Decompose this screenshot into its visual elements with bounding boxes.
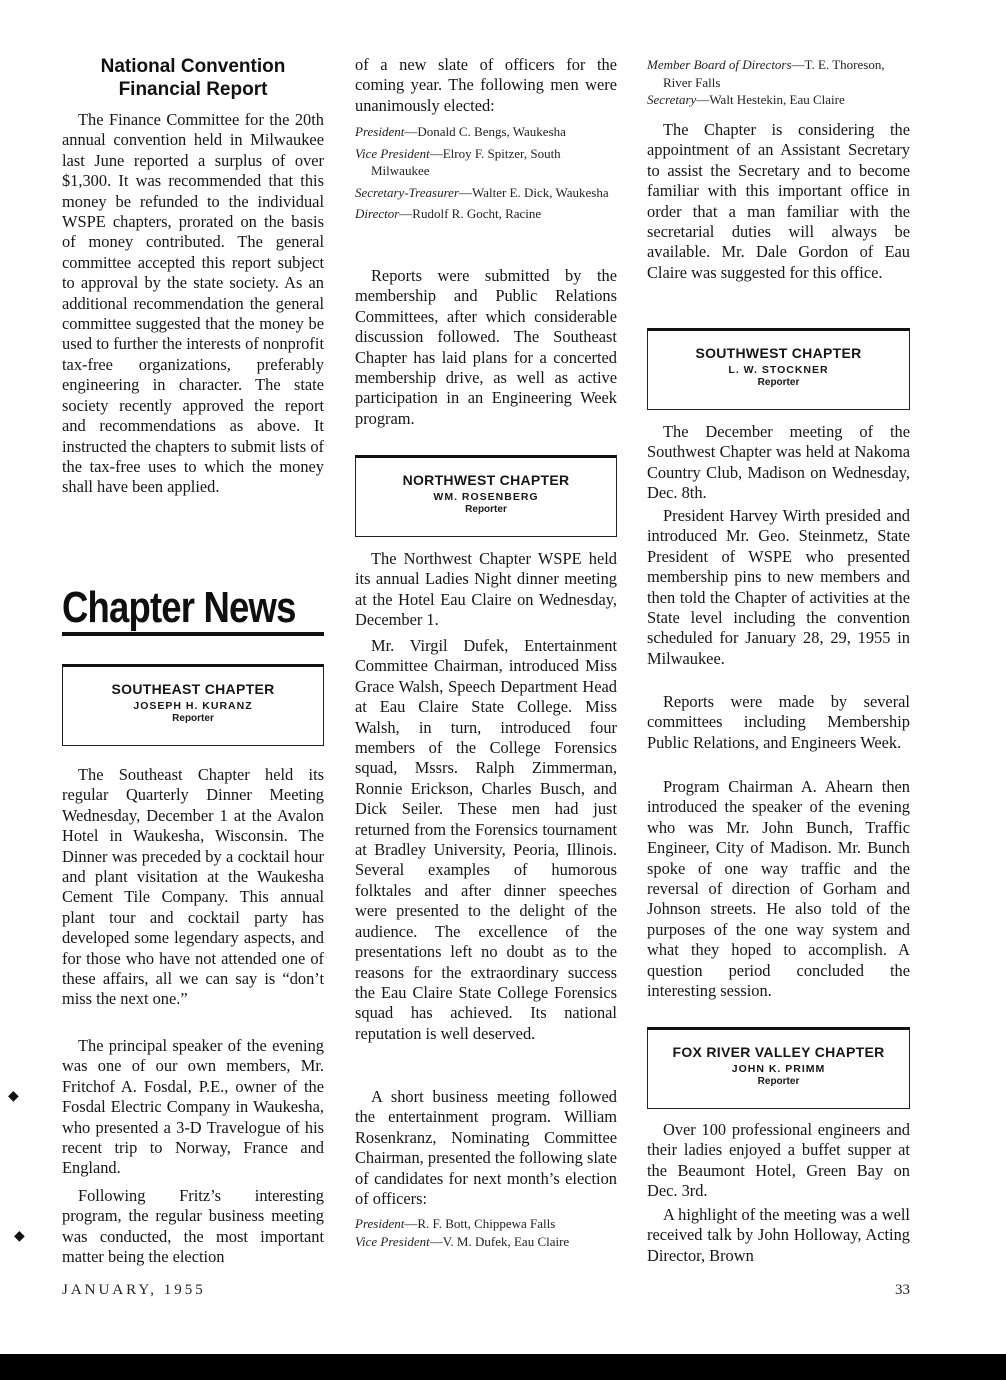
margin-mark: ◆: [8, 1089, 19, 1104]
northwest-candidate-list-continued: [647, 56, 910, 109]
southeast-paragraph-3: Following Fritz’s interesting program, the regular business meeting was conducted, the most important matter being the election: [62, 1186, 324, 1267]
foxriver-paragraph-2: A highlight of the meeting was a well received talk by John Holloway, Acting Director, Brown: [647, 1205, 910, 1265]
southwest-reporter-label: Reporter: [757, 377, 800, 388]
margin-mark: ◆: [14, 1229, 25, 1244]
scan-bottom-border: [0, 1354, 1006, 1380]
southeast-chapter-name: SOUTHEAST CHAPTER: [111, 681, 275, 697]
footer-page-number: 33: [895, 1282, 910, 1298]
officer-item: Vice President—Elroy F. Spitzer, South Milwaukee: [355, 145, 561, 178]
officer-item: Director—Rudolf R. Gocht, Racine: [355, 206, 542, 221]
foxriver-chapter-name: FOX RIVER VALLEY CHAPTER: [672, 1044, 885, 1060]
foxriver-reporter-label: Reporter: [757, 1076, 800, 1087]
southwest-paragraph-1: The December meeting of the Southwest Chapter was held at Nakoma Country Club, Madison on Wednesday, Dec. 8th.: [647, 422, 910, 503]
northwest-reporter-label: Reporter: [465, 504, 507, 515]
northwest-paragraph-3: A short business meeting followed the entertainment program. William Rosenkranz, Nominating Committee Chairman, presented the following slate of candidates for next month’s election of officers:: [355, 1087, 617, 1209]
section-title: Chapter News: [62, 583, 296, 632]
southwest-paragraph-2: President Harvey Wirth presided and introduced Mr. Geo. Steinmetz, State President of WSPE who presented membership pins to new members and then told the Chapter of activities at the State level including the convention scheduled for January 28, 29, 1955 in Milwaukee.: [647, 506, 910, 668]
southeast-officer-list: [355, 123, 617, 223]
foxriver-reporter-name: JOHN K. PRIMM: [731, 1063, 826, 1075]
northwest-chapter-name: NORTHWEST CHAPTER: [402, 472, 570, 488]
southwest-chapter-name: SOUTHWEST CHAPTER: [695, 345, 862, 361]
southeast-chapter-box: [62, 664, 324, 746]
northwest-paragraph-4: The Chapter is considering the appointment of an Assistant Secretary to assist the Secretary and to become familiar with this important office in order that a man familiar with the secretarial duties will always be available. Mr. Dale Gordon of Eau Claire was suggested for this office.: [647, 120, 910, 282]
officer-item: Secretary-Treasurer—Walter E. Dick, Waukesha: [355, 184, 609, 200]
northwest-chapter-box: [355, 455, 617, 537]
southeast-paragraph-4: Reports were submitted by the membership and Public Relations Committees, after which considerable discussion followed. The Southeast Chapter has laid plans for a concerted membership drive, as well as active participation in an Engineering Week program.: [355, 266, 617, 428]
northwest-paragraph-1: The Northwest Chapter WSPE held its annual Ladies Night dinner meeting at the Hotel Eau Claire on Wednesday, December 1.: [355, 549, 617, 630]
candidate-item: Secretary—Walt Hestekin, Eau Claire: [647, 92, 845, 107]
southwest-reporter-name: L. W. STOCKNER: [728, 364, 829, 376]
southeast-reporter-name: JOSEPH H. KURANZ: [133, 700, 253, 712]
foxriver-chapter-box: [647, 1027, 910, 1109]
candidate-item: Member Board of Directors—T. E. Thoreson, River Falls: [647, 57, 885, 90]
officer-item: President—Donald C. Bengs, Waukesha: [355, 124, 566, 139]
section-title-rule: [62, 632, 324, 636]
southeast-paragraph-3-continued: of a new slate of officers for the coming year. The following men were unanimously elected:: [355, 55, 617, 115]
candidate-item: President—R. F. Bott, Chippewa Falls: [355, 1216, 556, 1231]
southwest-paragraph-3: Reports were made by several committees including Membership Public Relations, and Engineers Week.: [647, 692, 910, 752]
southwest-chapter-box: [647, 328, 910, 410]
southeast-paragraph-2: The principal speaker of the evening was one of our own members, Mr. Fritchof A. Fosdal, P.E., owner of the Fosdal Electric Company in Waukesha, who presented a 3-D Travelogue of his recent trip to Norway, France and England.: [62, 1036, 324, 1178]
southeast-paragraph-1: The Southeast Chapter held its regular Quarterly Dinner Meeting Wednesday, December 1 at the Avalon Hotel in Waukesha, Wisconsin. The Dinner was preceded by a cocktail hour and plant visitation at the Waukesha Cement Tile Company. This annual plant tour and cocktail party has developed some legendary aspects, and for those who have not attended one of these affairs, all we can say is “don’t miss the next one.”: [62, 765, 324, 1009]
southeast-reporter-label: Reporter: [172, 713, 214, 724]
northwest-paragraph-2: Mr. Virgil Dufek, Entertainment Committee Chairman, introduced Miss Grace Walsh, Speech Department Head at Eau Claire State College. Miss Walsh, in turn, introduced four members of the College Forensics squad, Mssrs. Ralph Zimmerman, Ronnie Erickson, Charles Busch, and Dick Seiler. These men had just returned from the Forensics tournament at Bradley University, Peoria, Illinois. Several examples of humorous folktales and after dinner speeches were presented to the delight of the audience. The excellence of the presentations left no doubt as to the reasons for the extraordinary success the Eau Claire State College Forensics squad has achieved. Its national reputation is well deserved.: [355, 636, 617, 1043]
financial-report-body: The Finance Committee for the 20th annual convention held in Milwaukee last June reported a surplus of over $1,300. It was recommended that this money be refunded to the individual WSPE chapters, prorated on the basis of money contributed. The general committee accepted this report subject to approval by the state society. As an additional recommendation the general committee suggested that the money be used to further the interests of nonprofit tax-free organizations, preferably engineering in character. The state society recently approved the report and recommendations as above. It instructed the chapters to submit lists of the tax-free uses to which the money shall have been applied.: [62, 110, 324, 497]
southwest-paragraph-4: Program Chairman A. Ahearn then introduced the speaker of the evening who was Mr. John Bunch, Traffic Engineer, City of Madison. Mr. Bunch spoke of one way traffic and the reversal of direction of Gorham and Johnson streets. He also told of the purposes of the one way system and what they hoped to accomplish. A question period concluded the interesting session.: [647, 777, 910, 1001]
northwest-reporter-name: WM. ROSENBERG: [433, 491, 539, 503]
footer-date: JANUARY, 1955: [62, 1282, 206, 1298]
foxriver-paragraph-1: Over 100 professional engineers and their ladies enjoyed a buffet supper at the Beaumont Hotel, Green Bay on Dec. 3rd.: [647, 1120, 910, 1201]
northwest-candidate-list: [355, 1215, 617, 1250]
candidate-item: Vice President—V. M. Dufek, Eau Claire: [355, 1233, 570, 1249]
financial-report-title: National Convention Financial Report: [100, 56, 286, 100]
